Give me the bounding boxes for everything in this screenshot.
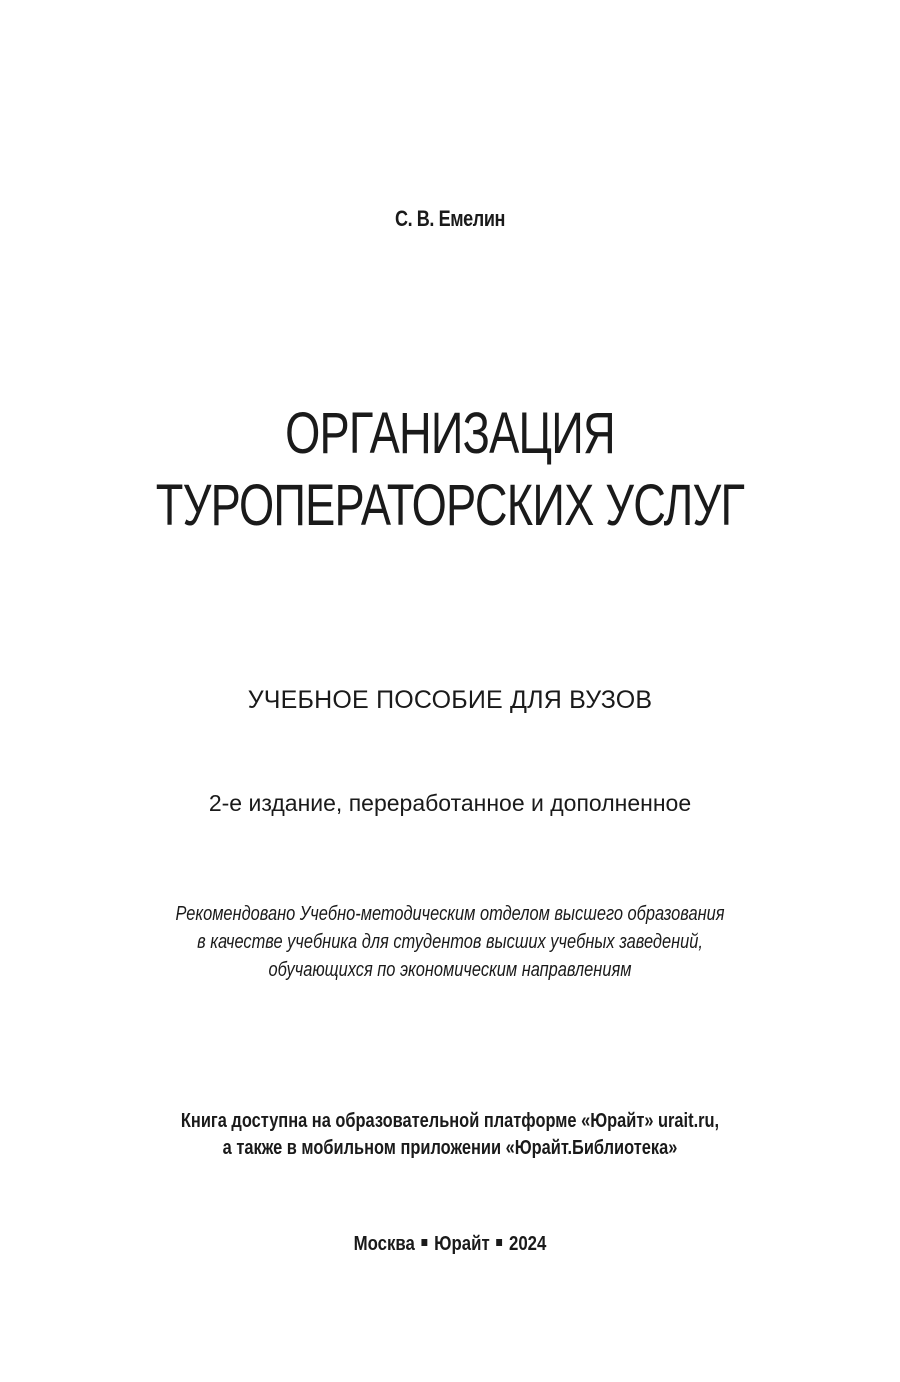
recommendation-line-2: в качестве учебника для студентов высших учебных заведений, (197, 931, 703, 953)
author-name: С. В. Емелин (394, 206, 506, 231)
book-title (99, 398, 801, 542)
imprint-year: 2024 (508, 1233, 547, 1255)
recommendation-line-3: обучающихся по экономическим направлениям (268, 959, 632, 981)
recommendation-line-1: Рекомендовано Учебно-методическим отделом высшего образования (175, 903, 725, 925)
availability-note (81, 1108, 819, 1162)
square-separator-icon (496, 1239, 502, 1246)
imprint-publisher: Юрайт (434, 1233, 490, 1255)
book-title-line-1: ОРГАНИЗАЦИЯ (285, 401, 615, 466)
availability-line-1: Книга доступна на образовательной платформе «Юрайт» urait.ru, (180, 1110, 720, 1132)
imprint (72, 1233, 828, 1256)
book-subtitle: УЧЕБНОЕ ПОСОБИЕ ДЛЯ ВУЗОВ (247, 686, 653, 714)
edition-note: 2-е издание, переработанное и дополненное (208, 790, 692, 816)
book-title-line-2: ТУРОПЕРАТОРСКИХ УСЛУГ (155, 473, 745, 538)
square-separator-icon (422, 1239, 428, 1246)
imprint-city: Москва (353, 1233, 415, 1255)
availability-line-2: а также в мобильном приложении «Юрайт.Библиотека» (222, 1137, 678, 1159)
recommendation-note (81, 900, 819, 984)
